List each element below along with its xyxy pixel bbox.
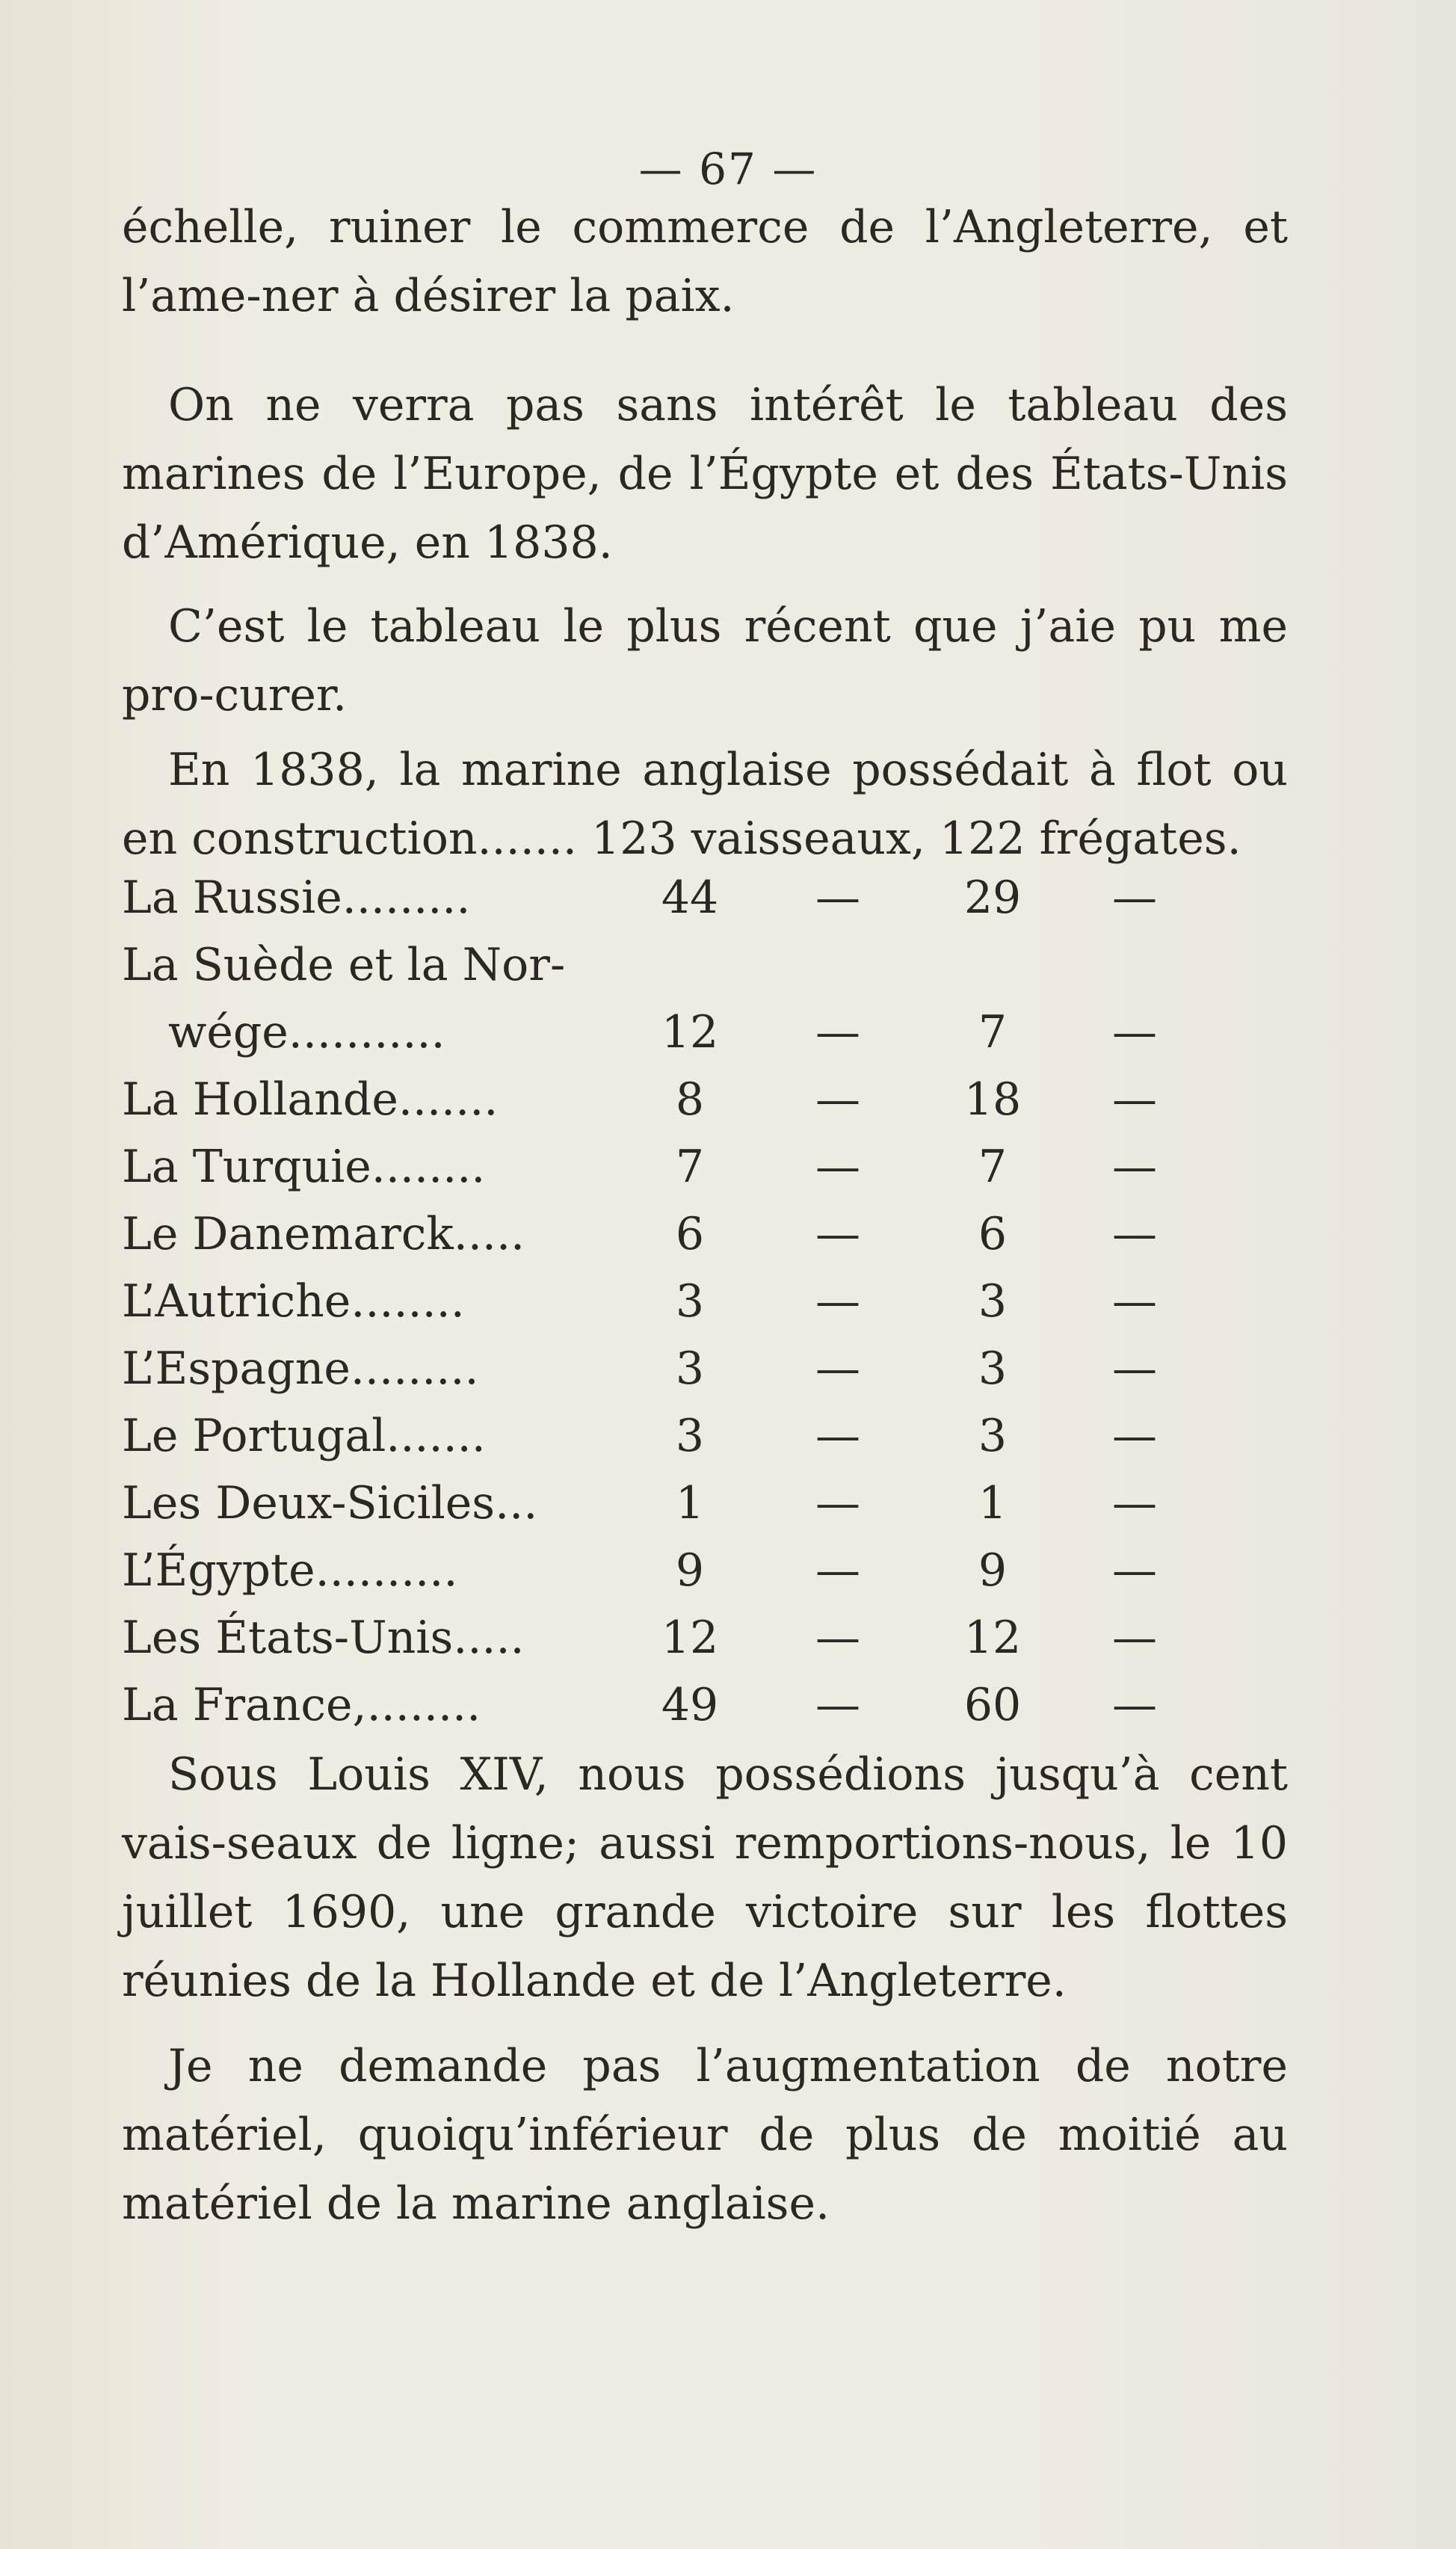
frigates-count: 6 xyxy=(978,1208,1008,1260)
ditto-dash: — xyxy=(815,1141,860,1193)
table-row xyxy=(122,1133,1288,1200)
ditto-dash: — xyxy=(1112,1679,1157,1731)
ships-of-line-count: 1 xyxy=(675,1477,705,1529)
ditto-dash: — xyxy=(1112,1477,1157,1529)
frigates-count: 12 xyxy=(963,1612,1022,1664)
frigates-count: 29 xyxy=(963,872,1022,924)
table-row xyxy=(122,1200,1288,1268)
frigates-count: 3 xyxy=(978,1343,1008,1395)
frigates-count: 18 xyxy=(963,1073,1022,1126)
paragraph-4: En 1838, la marine anglaise possédait à flot ou en construction....... 123 vaisseaux, 122 frégates. xyxy=(122,744,1288,865)
country-name: Le Portugal....... xyxy=(122,1410,486,1462)
table-row xyxy=(122,1268,1288,1335)
frigates-count: 3 xyxy=(978,1275,1008,1328)
country-name: La Hollande....... xyxy=(122,1073,499,1126)
ditto-dash: — xyxy=(815,1208,860,1260)
table-row xyxy=(122,1671,1288,1739)
paragraph-2: On ne verra pas sans intérêt le tableau des marines de l’Europe, de l’Égypte et des États-Unis d’Amérique, en 1838. xyxy=(122,379,1288,569)
paragraph-5: Sous Louis XIV, nous possédions jusqu’à cent vais-seaux de ligne; aussi remportions-nous, le 10 juillet 1690, une grande victoire sur les flottes réunies de la Hollande et de l’Angleterre. xyxy=(122,1748,1288,2007)
ships-of-line-count: 9 xyxy=(675,1544,705,1597)
ditto-dash: — xyxy=(815,1410,860,1462)
ships-of-line-count: 6 xyxy=(675,1208,705,1260)
table-row xyxy=(122,1335,1288,1402)
frigates-count: 9 xyxy=(978,1544,1008,1597)
ditto-dash: — xyxy=(1112,1006,1157,1058)
country-name: La France,........ xyxy=(122,1679,481,1731)
table-row xyxy=(122,864,1288,931)
frigates-count: 7 xyxy=(978,1006,1008,1058)
ditto-dash: — xyxy=(1112,1208,1157,1260)
country-name: L’Autriche........ xyxy=(122,1275,465,1328)
table-row xyxy=(122,931,1288,999)
ditto-dash: — xyxy=(1112,1343,1157,1395)
country-name: La Turquie........ xyxy=(122,1141,486,1193)
ships-of-line-count: 12 xyxy=(661,1006,719,1058)
ditto-dash: — xyxy=(815,1073,860,1126)
ships-of-line-count: 44 xyxy=(661,872,719,924)
frigates-count: 60 xyxy=(963,1679,1022,1731)
ditto-dash: — xyxy=(815,1544,860,1597)
paragraph-6: Je ne demande pas l’augmentation de notre matériel, quoiqu’inférieur de plus de moitié au matériel de la marine anglaise. xyxy=(122,2040,1288,2230)
ditto-dash: — xyxy=(1112,1073,1157,1126)
frigates-count: 1 xyxy=(978,1477,1008,1529)
ships-of-line-count: 7 xyxy=(675,1141,705,1193)
ditto-dash: — xyxy=(815,872,860,924)
ditto-dash: — xyxy=(1112,872,1157,924)
ditto-dash: — xyxy=(815,1612,860,1664)
ditto-dash: — xyxy=(1112,1612,1157,1664)
table-row xyxy=(122,1402,1288,1470)
country-name: Les États-Unis..... xyxy=(122,1612,525,1664)
ships-of-line-count: 3 xyxy=(675,1410,705,1462)
country-name: L’Espagne......... xyxy=(122,1343,479,1395)
ditto-dash: — xyxy=(815,1343,860,1395)
country-name: L’Égypte.......... xyxy=(122,1544,458,1597)
navy-table xyxy=(122,864,1288,1739)
ditto-dash: — xyxy=(815,1275,860,1328)
paragraph-3: C’est le tableau le plus récent que j’aie pu me pro-curer. xyxy=(122,600,1288,721)
ditto-dash: — xyxy=(1112,1410,1157,1462)
frigates-count: 3 xyxy=(978,1410,1008,1462)
country-name: Le Danemarck..... xyxy=(122,1208,525,1260)
ditto-dash: — xyxy=(1112,1141,1157,1193)
country-name: La Russie......... xyxy=(122,872,471,924)
ships-of-line-count: 49 xyxy=(661,1679,719,1731)
table-row xyxy=(122,999,1288,1066)
ships-of-line-count: 12 xyxy=(661,1612,719,1664)
country-name: Les Deux-Siciles... xyxy=(122,1477,538,1529)
frigates-count: 7 xyxy=(978,1141,1008,1193)
ditto-dash: — xyxy=(1112,1544,1157,1597)
country-name-continued: wége........... xyxy=(168,1006,445,1058)
ships-of-line-count: 3 xyxy=(675,1275,705,1328)
table-row xyxy=(122,1604,1288,1671)
page-number: — 67 — xyxy=(638,144,818,194)
paragraph-1: échelle, ruiner le commerce de l’Angleterre, et l’ame-ner à désirer la paix. xyxy=(122,201,1288,322)
table-row xyxy=(122,1537,1288,1604)
ditto-dash: — xyxy=(815,1006,860,1058)
ditto-dash: — xyxy=(1112,1275,1157,1328)
ditto-dash: — xyxy=(815,1477,860,1529)
country-name: La Suède et la Nor- xyxy=(122,939,566,991)
ditto-dash: — xyxy=(815,1679,860,1731)
ships-of-line-count: 3 xyxy=(675,1343,705,1395)
table-row xyxy=(122,1470,1288,1537)
ships-of-line-count: 8 xyxy=(675,1073,705,1126)
table-row xyxy=(122,1066,1288,1133)
